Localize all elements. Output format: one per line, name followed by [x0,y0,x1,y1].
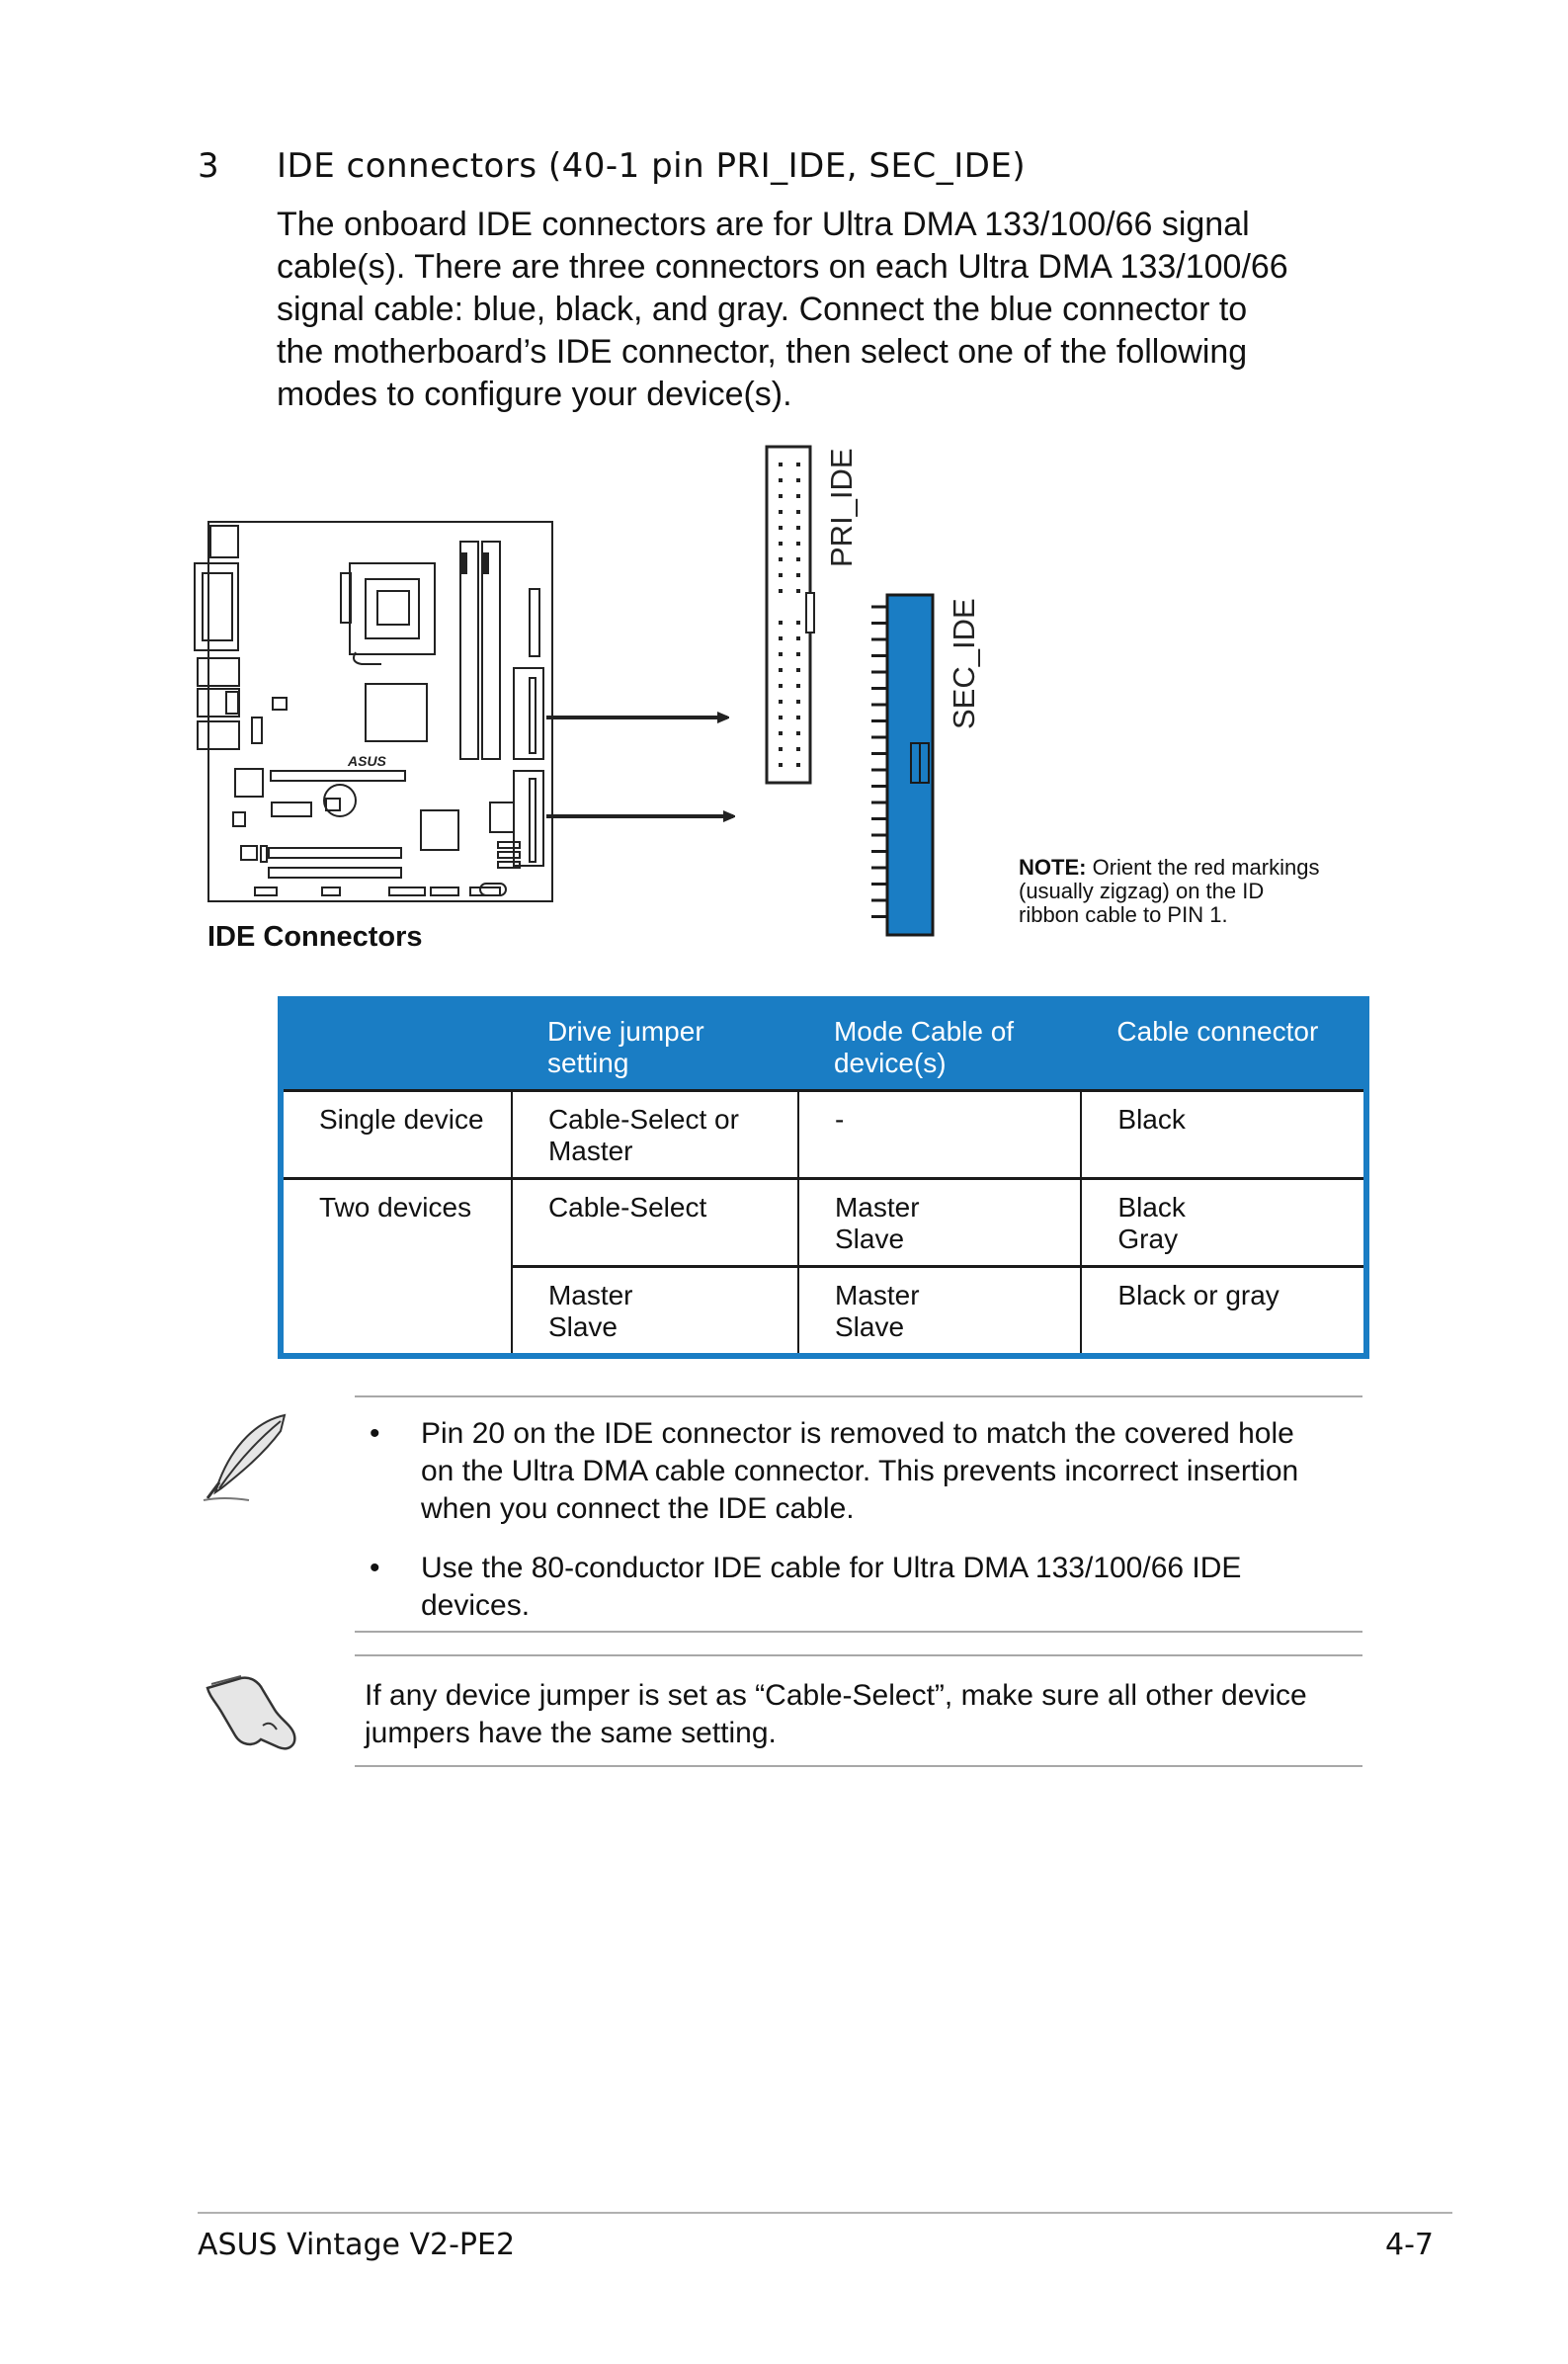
pin [796,763,800,767]
list-item [366,1415,1363,1528]
note-feather-icon [198,1411,296,1506]
pin [796,542,800,546]
pin [796,731,800,735]
table-cell: Master Slave [512,1267,798,1357]
pin [779,716,783,719]
section-number: 3 [198,146,219,186]
pin [796,716,800,719]
pin [779,557,783,561]
page-number: 4-7 [1385,2228,1434,2262]
pin [779,668,783,672]
pin [779,636,783,640]
pin [779,589,783,593]
caution-hand-icon [202,1670,300,1755]
pin [796,684,800,688]
table-header: Cable connector [1081,999,1366,1091]
pin [796,526,800,530]
divider [355,1631,1362,1633]
caution-line: If any device jumper is set as “Cable-Select”, make sure all other device [365,1679,1307,1712]
table-cell: Cable-Select [512,1179,798,1267]
sec-ide-label: SEC_IDE [947,598,981,729]
pin [779,478,783,482]
pin [796,747,800,751]
note-text-line: Pin 20 on the IDE connector is removed to match the covered hole [421,1417,1294,1450]
pin [796,668,800,672]
note-label: NOTE: [1019,855,1087,880]
divider [355,1395,1362,1397]
note-line: (usually zigzag) on the ID [1019,879,1265,903]
board-logo: ASUS [348,753,386,769]
pin [796,478,800,482]
table-row [281,1179,1366,1267]
caution-line: jumpers have the same setting. [365,1717,777,1749]
pin [796,557,800,561]
pin [779,621,783,625]
pin [796,700,800,704]
divider [355,1765,1362,1767]
table-header-row [281,999,1366,1091]
note-text-line: on the Ultra DMA cable connector. This prevents incorrect insertion [421,1455,1299,1487]
pri-ide-label: PRI_IDE [824,448,859,567]
intro-line: cable(s). There are three connectors on each Ultra DMA 133/100/66 [277,248,1288,286]
table-header: Mode Cable of device(s) [798,999,1081,1091]
pin [779,652,783,656]
table-cell: Cable-Select or Master [512,1091,798,1179]
note-text-line: Use the 80-conductor IDE cable for Ultra DMA 133/100/66 IDE [421,1552,1242,1584]
footer-title: ASUS Vintage V2-PE2 [198,2228,516,2262]
pin [779,510,783,514]
intro-line: the motherboard’s IDE connector, then select one of the following [277,333,1248,371]
figure-note [1019,856,1355,927]
table-cell: Black Gray [1081,1179,1366,1267]
pin [796,589,800,593]
pin [779,731,783,735]
table-header [281,999,512,1091]
ide-mode-table [278,996,1369,1359]
pin [796,573,800,577]
notes-list [366,1415,1363,1646]
table-cell: Black or gray [1081,1267,1366,1357]
list-item [366,1550,1363,1625]
note-line: ribbon cable to PIN 1. [1019,902,1228,927]
table-row [281,1091,1366,1179]
pin [779,463,783,466]
bullet: • [370,1417,380,1450]
figure-caption: IDE Connectors [207,921,423,953]
ide-connector-diagram [0,0,1568,988]
divider [355,1654,1362,1656]
table-cell: Single device [281,1091,512,1179]
table-cell: Master Slave [798,1179,1081,1267]
pin [779,526,783,530]
bullet: • [370,1552,380,1584]
pin [779,573,783,577]
caution-text [365,1677,1362,1752]
pin [796,652,800,656]
note-line: Orient the red markings [1092,855,1320,880]
table-cell: Black [1081,1091,1366,1179]
table-cell: Two devices [281,1179,512,1357]
footer-divider [198,2212,1452,2214]
pri-ide-connector [767,447,814,783]
pin [796,621,800,625]
pin [779,542,783,546]
pin [779,747,783,751]
intro-line: modes to configure your device(s). [277,376,792,413]
pin [779,494,783,498]
pin [779,763,783,767]
motherboard-outline [195,522,552,901]
pin [796,463,800,466]
note-text-line: devices. [421,1589,531,1622]
note-text-line: when you connect the IDE cable. [421,1492,855,1525]
intro-line: signal cable: blue, black, and gray. Connect the blue connector to [277,291,1248,328]
pin [779,700,783,704]
pin [796,510,800,514]
sec-ide-connector [871,595,933,935]
pin [796,494,800,498]
pin [796,636,800,640]
table-cell: Master Slave [798,1267,1081,1357]
pin [779,684,783,688]
intro-line: The onboard IDE connectors are for Ultra DMA 133/100/66 signal [277,206,1250,243]
table-cell: - [798,1091,1081,1179]
table-header: Drive jumper setting [512,999,798,1091]
section-title: IDE connectors (40-1 pin PRI_IDE, SEC_IDE) [277,146,1027,186]
